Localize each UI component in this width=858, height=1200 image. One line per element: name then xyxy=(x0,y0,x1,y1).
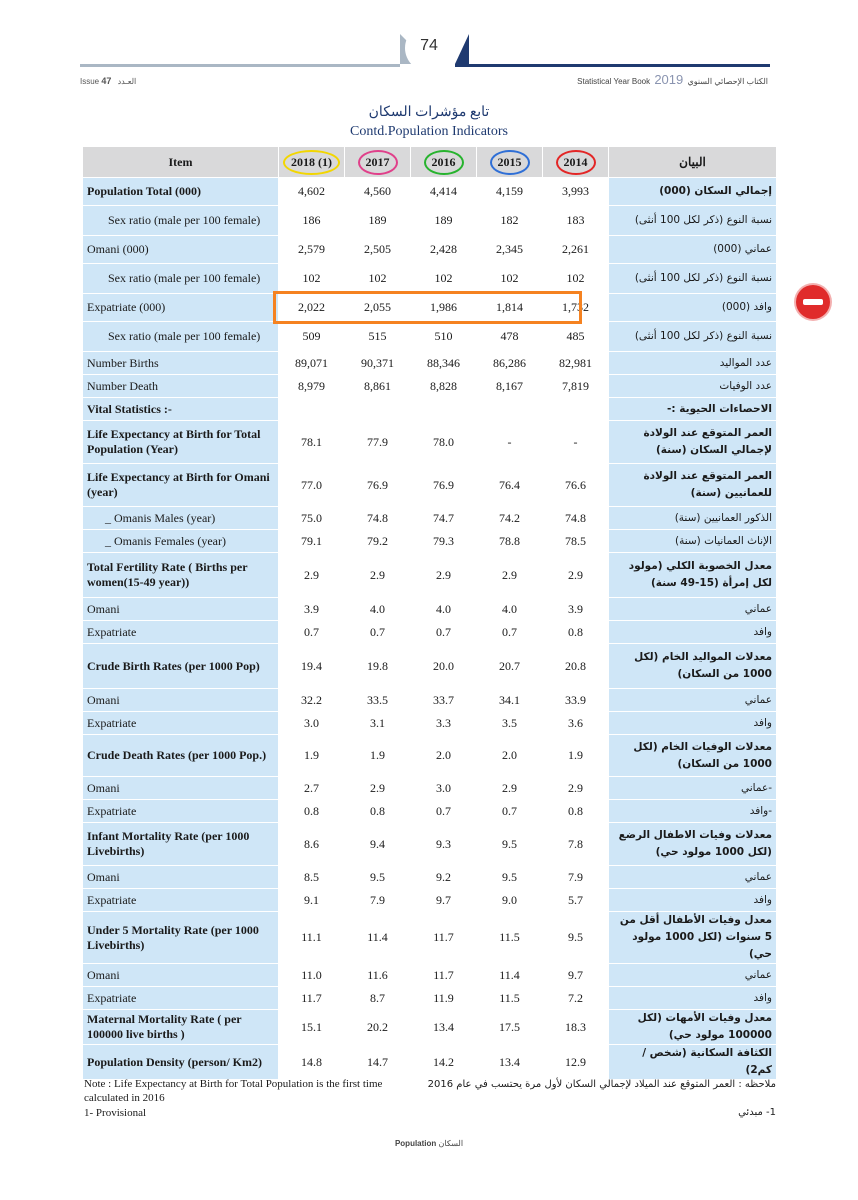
row-arabic-label: وافد xyxy=(609,987,777,1010)
value-cell: 76.4 xyxy=(477,464,543,507)
value-cell: 9.1 xyxy=(279,889,345,912)
row-item-label: Infant Mortality Rate (per 1000 Livebirths) xyxy=(83,823,279,866)
value-cell: 78.1 xyxy=(279,421,345,464)
page-title-en: Contd.Population Indicators xyxy=(350,124,508,139)
value-cell: 90,371 xyxy=(345,352,411,375)
value-cell: 78.5 xyxy=(543,530,609,553)
value-cell: 102 xyxy=(279,264,345,294)
header-year-2017 xyxy=(345,147,411,178)
value-cell: 20.7 xyxy=(477,644,543,689)
table-row xyxy=(83,206,777,236)
table-row xyxy=(83,889,777,912)
value-cell: 0.8 xyxy=(543,800,609,823)
value-cell: 3.3 xyxy=(411,712,477,735)
row-item-label: Number Death xyxy=(83,375,279,398)
value-cell: 13.4 xyxy=(411,1010,477,1045)
row-item-label: Expatriate xyxy=(83,889,279,912)
row-item-label: Population Total (000) xyxy=(83,178,279,206)
value-cell: 11.5 xyxy=(477,912,543,964)
table-row xyxy=(83,1010,777,1045)
value-cell: 189 xyxy=(411,206,477,236)
value-cell: 182 xyxy=(477,206,543,236)
row-item-label: Expatriate xyxy=(83,987,279,1010)
value-cell: 11.6 xyxy=(345,964,411,987)
header-year-2015 xyxy=(477,147,543,178)
value-cell: 86,286 xyxy=(477,352,543,375)
value-cell: 8,828 xyxy=(411,375,477,398)
table-row xyxy=(83,598,777,621)
row-item-label: Expatriate (000) xyxy=(83,294,279,322)
row-arabic-label: الإناث العمانيات (سنة) xyxy=(609,530,777,553)
value-cell: 11.5 xyxy=(477,987,543,1010)
value-cell: 0.7 xyxy=(279,621,345,644)
row-arabic-label: معدل الخصوبة الكلي (مولود لكل إمرأة (15-49 سنة) xyxy=(609,553,777,598)
year-ring-2015: 2015 xyxy=(490,150,530,175)
row-arabic-label: وافد xyxy=(609,889,777,912)
value-cell: 0.7 xyxy=(477,621,543,644)
table-row xyxy=(83,421,777,464)
value-cell: 4,414 xyxy=(411,178,477,206)
value-cell: 15.1 xyxy=(279,1010,345,1045)
row-item-label: Life Expectancy at Birth for Omani (year) xyxy=(83,464,279,507)
header-year-2018 xyxy=(279,147,345,178)
value-cell: 1.9 xyxy=(345,735,411,777)
value-cell: 183 xyxy=(543,206,609,236)
row-arabic-label: -وافد xyxy=(609,800,777,823)
value-cell: 11.4 xyxy=(477,964,543,987)
value-cell: 2.9 xyxy=(543,777,609,800)
value-cell: 33.7 xyxy=(411,689,477,712)
value-cell: - xyxy=(543,421,609,464)
value-cell: 2.9 xyxy=(477,777,543,800)
value-cell: 79.2 xyxy=(345,530,411,553)
value-cell xyxy=(345,398,411,421)
value-cell: 3.1 xyxy=(345,712,411,735)
row-item-label: Maternal Mortality Rate ( per 100000 live births ) xyxy=(83,1010,279,1045)
table-row xyxy=(83,1045,777,1080)
table-row xyxy=(83,375,777,398)
value-cell: 7,819 xyxy=(543,375,609,398)
value-cell: 4.0 xyxy=(345,598,411,621)
table-row xyxy=(83,352,777,375)
value-cell: 34.1 xyxy=(477,689,543,712)
value-cell: 5.7 xyxy=(543,889,609,912)
table-row xyxy=(83,800,777,823)
year-ring-2018: 2018 (1) xyxy=(283,150,340,175)
value-cell: 76.9 xyxy=(345,464,411,507)
value-cell: 77.0 xyxy=(279,464,345,507)
issue-text: Issue xyxy=(80,77,100,86)
table-body xyxy=(83,178,777,1080)
value-cell: 3.0 xyxy=(279,712,345,735)
value-cell: 2.9 xyxy=(477,553,543,598)
page-title-ar: تابع مؤشرات السكان xyxy=(368,105,490,120)
header-rule-left xyxy=(80,64,400,67)
value-cell xyxy=(543,398,609,421)
value-cell: 8.7 xyxy=(345,987,411,1010)
table-row xyxy=(83,777,777,800)
value-cell: 7.9 xyxy=(543,866,609,889)
value-cell: 2.0 xyxy=(477,735,543,777)
value-cell: 2,428 xyxy=(411,236,477,264)
value-cell: 2,579 xyxy=(279,236,345,264)
value-cell: 4.0 xyxy=(477,598,543,621)
row-item-label: Omani xyxy=(83,689,279,712)
value-cell: 2.9 xyxy=(345,777,411,800)
row-item-label: Omani xyxy=(83,598,279,621)
value-cell: 8.5 xyxy=(279,866,345,889)
row-arabic-label: وافد xyxy=(609,621,777,644)
value-cell: 7.2 xyxy=(543,987,609,1010)
table-row xyxy=(83,823,777,866)
table-row xyxy=(83,530,777,553)
value-cell: 78.0 xyxy=(411,421,477,464)
value-cell: 102 xyxy=(345,264,411,294)
value-cell: 102 xyxy=(411,264,477,294)
value-cell: 2,505 xyxy=(345,236,411,264)
table-row xyxy=(83,866,777,889)
row-item-label: Omani xyxy=(83,866,279,889)
value-cell: 11.7 xyxy=(411,964,477,987)
value-cell xyxy=(279,398,345,421)
issue-label xyxy=(80,76,136,86)
value-cell: 9.4 xyxy=(345,823,411,866)
value-cell: 12.9 xyxy=(543,1045,609,1080)
value-cell: 8,861 xyxy=(345,375,411,398)
value-cell: 78.8 xyxy=(477,530,543,553)
header-arabic: البيان xyxy=(609,147,777,178)
value-cell: 11.1 xyxy=(279,912,345,964)
value-cell: 9.0 xyxy=(477,889,543,912)
row-item-label: Total Fertility Rate ( Births per women(15-49 year)) xyxy=(83,553,279,598)
value-cell: 4.0 xyxy=(411,598,477,621)
row-arabic-label: وافد xyxy=(609,712,777,735)
value-cell: 510 xyxy=(411,322,477,352)
row-item-label: Life Expectancy at Birth for Total Population (Year) xyxy=(83,421,279,464)
value-cell: 79.3 xyxy=(411,530,477,553)
row-item-label: Sex ratio (male per 100 female) xyxy=(83,206,279,236)
value-cell: 19.4 xyxy=(279,644,345,689)
value-cell: 1,814 xyxy=(477,294,543,322)
value-cell: 186 xyxy=(279,206,345,236)
value-cell: 9.7 xyxy=(411,889,477,912)
row-arabic-label: الذكور العمانيين (سنة) xyxy=(609,507,777,530)
row-arabic-label: إجمالي السكان (000) xyxy=(609,178,777,206)
value-cell: 79.1 xyxy=(279,530,345,553)
table-row xyxy=(83,294,777,322)
value-cell: 11.4 xyxy=(345,912,411,964)
row-item-label: Expatriate xyxy=(83,800,279,823)
value-cell: 0.8 xyxy=(279,800,345,823)
value-cell: 14.2 xyxy=(411,1045,477,1080)
value-cell: 9.5 xyxy=(543,912,609,964)
row-arabic-label: وافد (000) xyxy=(609,294,777,322)
row-arabic-label: معدل وفيات الأطفال أقل من 5 سنوات (لكل 1000 مولود حي) xyxy=(609,912,777,964)
note-en: Note : Life Expectancy at Birth for Total Population is the first time calculated in 2016 xyxy=(84,1078,383,1104)
footer-ar: السكان xyxy=(438,1139,464,1148)
row-arabic-label: عماني xyxy=(609,964,777,987)
year-ring-2017: 2017 xyxy=(358,150,398,175)
value-cell: 9.3 xyxy=(411,823,477,866)
row-arabic-label: معدلات وفيات الاطفال الرضع (لكل 1000 مولود حي) xyxy=(609,823,777,866)
header-rule-right xyxy=(455,64,770,67)
row-item-label: Number Births xyxy=(83,352,279,375)
table-row xyxy=(83,735,777,777)
value-cell: 4,560 xyxy=(345,178,411,206)
table-row xyxy=(83,322,777,352)
value-cell: 11.0 xyxy=(279,964,345,987)
row-arabic-label: الكثافة السكانية (شخص / كم2) xyxy=(609,1045,777,1080)
value-cell: 3.9 xyxy=(543,598,609,621)
no-entry-icon xyxy=(796,285,830,319)
page-number: 74 xyxy=(405,24,453,72)
table-row xyxy=(83,964,777,987)
value-cell: 9.5 xyxy=(345,866,411,889)
value-cell: 8.6 xyxy=(279,823,345,866)
row-arabic-label: عماني xyxy=(609,598,777,621)
footer-section-label xyxy=(0,1139,858,1148)
table-row xyxy=(83,987,777,1010)
value-cell: 77.9 xyxy=(345,421,411,464)
value-cell: 2.0 xyxy=(411,735,477,777)
row-arabic-label: عدد الوفيات xyxy=(609,375,777,398)
note-ar: ملاحظه : العمر المتوقع عند الميلاد لإجمالي السكان لأول مرة يحتسب في عام 2016 xyxy=(427,1079,776,1090)
value-cell xyxy=(477,398,543,421)
value-cell: 3.6 xyxy=(543,712,609,735)
table-row xyxy=(83,398,777,421)
population-indicators-table xyxy=(82,146,777,1080)
row-arabic-label: الاحصاءات الحيوية :- xyxy=(609,398,777,421)
table-row xyxy=(83,621,777,644)
value-cell: 20.0 xyxy=(411,644,477,689)
table-header-row xyxy=(83,147,777,178)
value-cell: 18.3 xyxy=(543,1010,609,1045)
row-item-label: Crude Birth Rates (per 1000 Pop) xyxy=(83,644,279,689)
value-cell: 89,071 xyxy=(279,352,345,375)
row-arabic-label: نسبة النوع (ذكر لكل 100 أنثى) xyxy=(609,322,777,352)
table-row xyxy=(83,464,777,507)
value-cell: 509 xyxy=(279,322,345,352)
value-cell: 9.5 xyxy=(477,823,543,866)
row-arabic-label: معدل وفيات الأمهات (لكل 100000 مولود حي) xyxy=(609,1010,777,1045)
value-cell: 3.9 xyxy=(279,598,345,621)
value-cell xyxy=(411,398,477,421)
footer-en: Population xyxy=(394,1139,437,1148)
value-cell: 82,981 xyxy=(543,352,609,375)
value-cell: 75.0 xyxy=(279,507,345,530)
value-cell: 2,022 xyxy=(279,294,345,322)
row-item-label: Omani (000) xyxy=(83,236,279,264)
row-arabic-label: العمر المتوقع عند الولادة لإجمالي السكان (سنة) xyxy=(609,421,777,464)
value-cell: 189 xyxy=(345,206,411,236)
value-cell: 2,345 xyxy=(477,236,543,264)
year-ring-2016: 2016 xyxy=(424,150,464,175)
table-row xyxy=(83,912,777,964)
row-item-label: _ Omanis Males (year) xyxy=(83,507,279,530)
value-cell: 0.7 xyxy=(477,800,543,823)
value-cell: 0.7 xyxy=(345,621,411,644)
table-row xyxy=(83,236,777,264)
value-cell: 0.8 xyxy=(543,621,609,644)
value-cell: 2.9 xyxy=(411,553,477,598)
table-row xyxy=(83,712,777,735)
value-cell: 102 xyxy=(477,264,543,294)
yearbook-en: Statistical Year Book xyxy=(577,77,651,86)
row-item-label: _ Omanis Females (year) xyxy=(83,530,279,553)
row-item-label: Sex ratio (male per 100 female) xyxy=(83,322,279,352)
value-cell: 478 xyxy=(477,322,543,352)
yearbook-title xyxy=(577,72,768,87)
value-cell: 8,167 xyxy=(477,375,543,398)
row-arabic-label: معدلات الوفيات الخام (لكل 1000 من السكان) xyxy=(609,735,777,777)
value-cell: 74.8 xyxy=(543,507,609,530)
table-row xyxy=(83,689,777,712)
value-cell: 2.9 xyxy=(279,553,345,598)
provisional-note-en: 1- Provisional xyxy=(84,1107,147,1119)
value-cell: 74.2 xyxy=(477,507,543,530)
value-cell: 74.8 xyxy=(345,507,411,530)
header-year-2014 xyxy=(543,147,609,178)
value-cell: 76.6 xyxy=(543,464,609,507)
value-cell: 8,979 xyxy=(279,375,345,398)
row-arabic-label: عماني (000) xyxy=(609,236,777,264)
value-cell: 4,159 xyxy=(477,178,543,206)
value-cell: 19.8 xyxy=(345,644,411,689)
value-cell: 33.5 xyxy=(345,689,411,712)
value-cell: 9.2 xyxy=(411,866,477,889)
value-cell: 9.7 xyxy=(543,964,609,987)
table-row xyxy=(83,264,777,294)
row-item-label: Omani xyxy=(83,777,279,800)
value-cell: 2,261 xyxy=(543,236,609,264)
row-arabic-label: عماني xyxy=(609,866,777,889)
row-item-label: Vital Statistics :- xyxy=(83,398,279,421)
value-cell: 3.5 xyxy=(477,712,543,735)
value-cell: 17.5 xyxy=(477,1010,543,1045)
value-cell: 33.9 xyxy=(543,689,609,712)
value-cell: 88,346 xyxy=(411,352,477,375)
value-cell: 3.0 xyxy=(411,777,477,800)
row-arabic-label: -عماني xyxy=(609,777,777,800)
year-ring-2014: 2014 xyxy=(556,150,596,175)
value-cell: 76.9 xyxy=(411,464,477,507)
value-cell: 14.7 xyxy=(345,1045,411,1080)
row-item-label: Under 5 Mortality Rate (per 1000 Livebirths) xyxy=(83,912,279,964)
row-item-label: Omani xyxy=(83,964,279,987)
row-item-label: Crude Death Rates (per 1000 Pop.) xyxy=(83,735,279,777)
value-cell: 3,993 xyxy=(543,178,609,206)
header-year-2016 xyxy=(411,147,477,178)
row-arabic-label: معدلات المواليد الخام (لكل 1000 من السكان) xyxy=(609,644,777,689)
value-cell: 74.7 xyxy=(411,507,477,530)
value-cell: 1.9 xyxy=(543,735,609,777)
value-cell: 0.7 xyxy=(411,621,477,644)
value-cell: 0.8 xyxy=(345,800,411,823)
row-arabic-label: عدد المواليد xyxy=(609,352,777,375)
value-cell: 14.8 xyxy=(279,1045,345,1080)
provisional-note-ar: 1- مبدئي xyxy=(738,1107,776,1118)
value-cell: 2.9 xyxy=(345,553,411,598)
value-cell: 7.9 xyxy=(345,889,411,912)
table-row xyxy=(83,178,777,206)
value-cell: 11.7 xyxy=(279,987,345,1010)
row-item-label: Population Density (person/ Km2) xyxy=(83,1045,279,1080)
value-cell: 2.7 xyxy=(279,777,345,800)
value-cell: 1.9 xyxy=(279,735,345,777)
header-item: Item xyxy=(83,147,279,178)
issue-text-ar: العـدد xyxy=(117,77,137,86)
value-cell: 7.8 xyxy=(543,823,609,866)
table-row xyxy=(83,507,777,530)
row-item-label: Sex ratio (male per 100 female) xyxy=(83,264,279,294)
value-cell: 1,986 xyxy=(411,294,477,322)
value-cell: 32.2 xyxy=(279,689,345,712)
value-cell: 11.9 xyxy=(411,987,477,1010)
yearbook-year: 2019 xyxy=(654,72,684,87)
value-cell: - xyxy=(477,421,543,464)
value-cell: 20.8 xyxy=(543,644,609,689)
row-item-label: Expatriate xyxy=(83,621,279,644)
row-arabic-label: عماني xyxy=(609,689,777,712)
value-cell: 11.7 xyxy=(411,912,477,964)
value-cell: 4,602 xyxy=(279,178,345,206)
value-cell: 9.5 xyxy=(477,866,543,889)
value-cell: 13.4 xyxy=(477,1045,543,1080)
value-cell: 1,732 xyxy=(543,294,609,322)
value-cell: 20.2 xyxy=(345,1010,411,1045)
value-cell: 102 xyxy=(543,264,609,294)
row-arabic-label: نسبة النوع (ذكر لكل 100 أنثى) xyxy=(609,206,777,236)
row-arabic-label: نسبة النوع (ذكر لكل 100 أنثى) xyxy=(609,264,777,294)
value-cell: 0.7 xyxy=(411,800,477,823)
issue-number: 47 xyxy=(101,76,112,86)
value-cell: 2.9 xyxy=(543,553,609,598)
table-row xyxy=(83,553,777,598)
row-arabic-label: العمر المتوقع عند الولادة للعمانيين (سنة) xyxy=(609,464,777,507)
value-cell: 485 xyxy=(543,322,609,352)
value-cell: 2,055 xyxy=(345,294,411,322)
yearbook-ar: الكتاب الإحصائي السنوي xyxy=(687,77,768,86)
table-row xyxy=(83,644,777,689)
value-cell: 515 xyxy=(345,322,411,352)
row-item-label: Expatriate xyxy=(83,712,279,735)
